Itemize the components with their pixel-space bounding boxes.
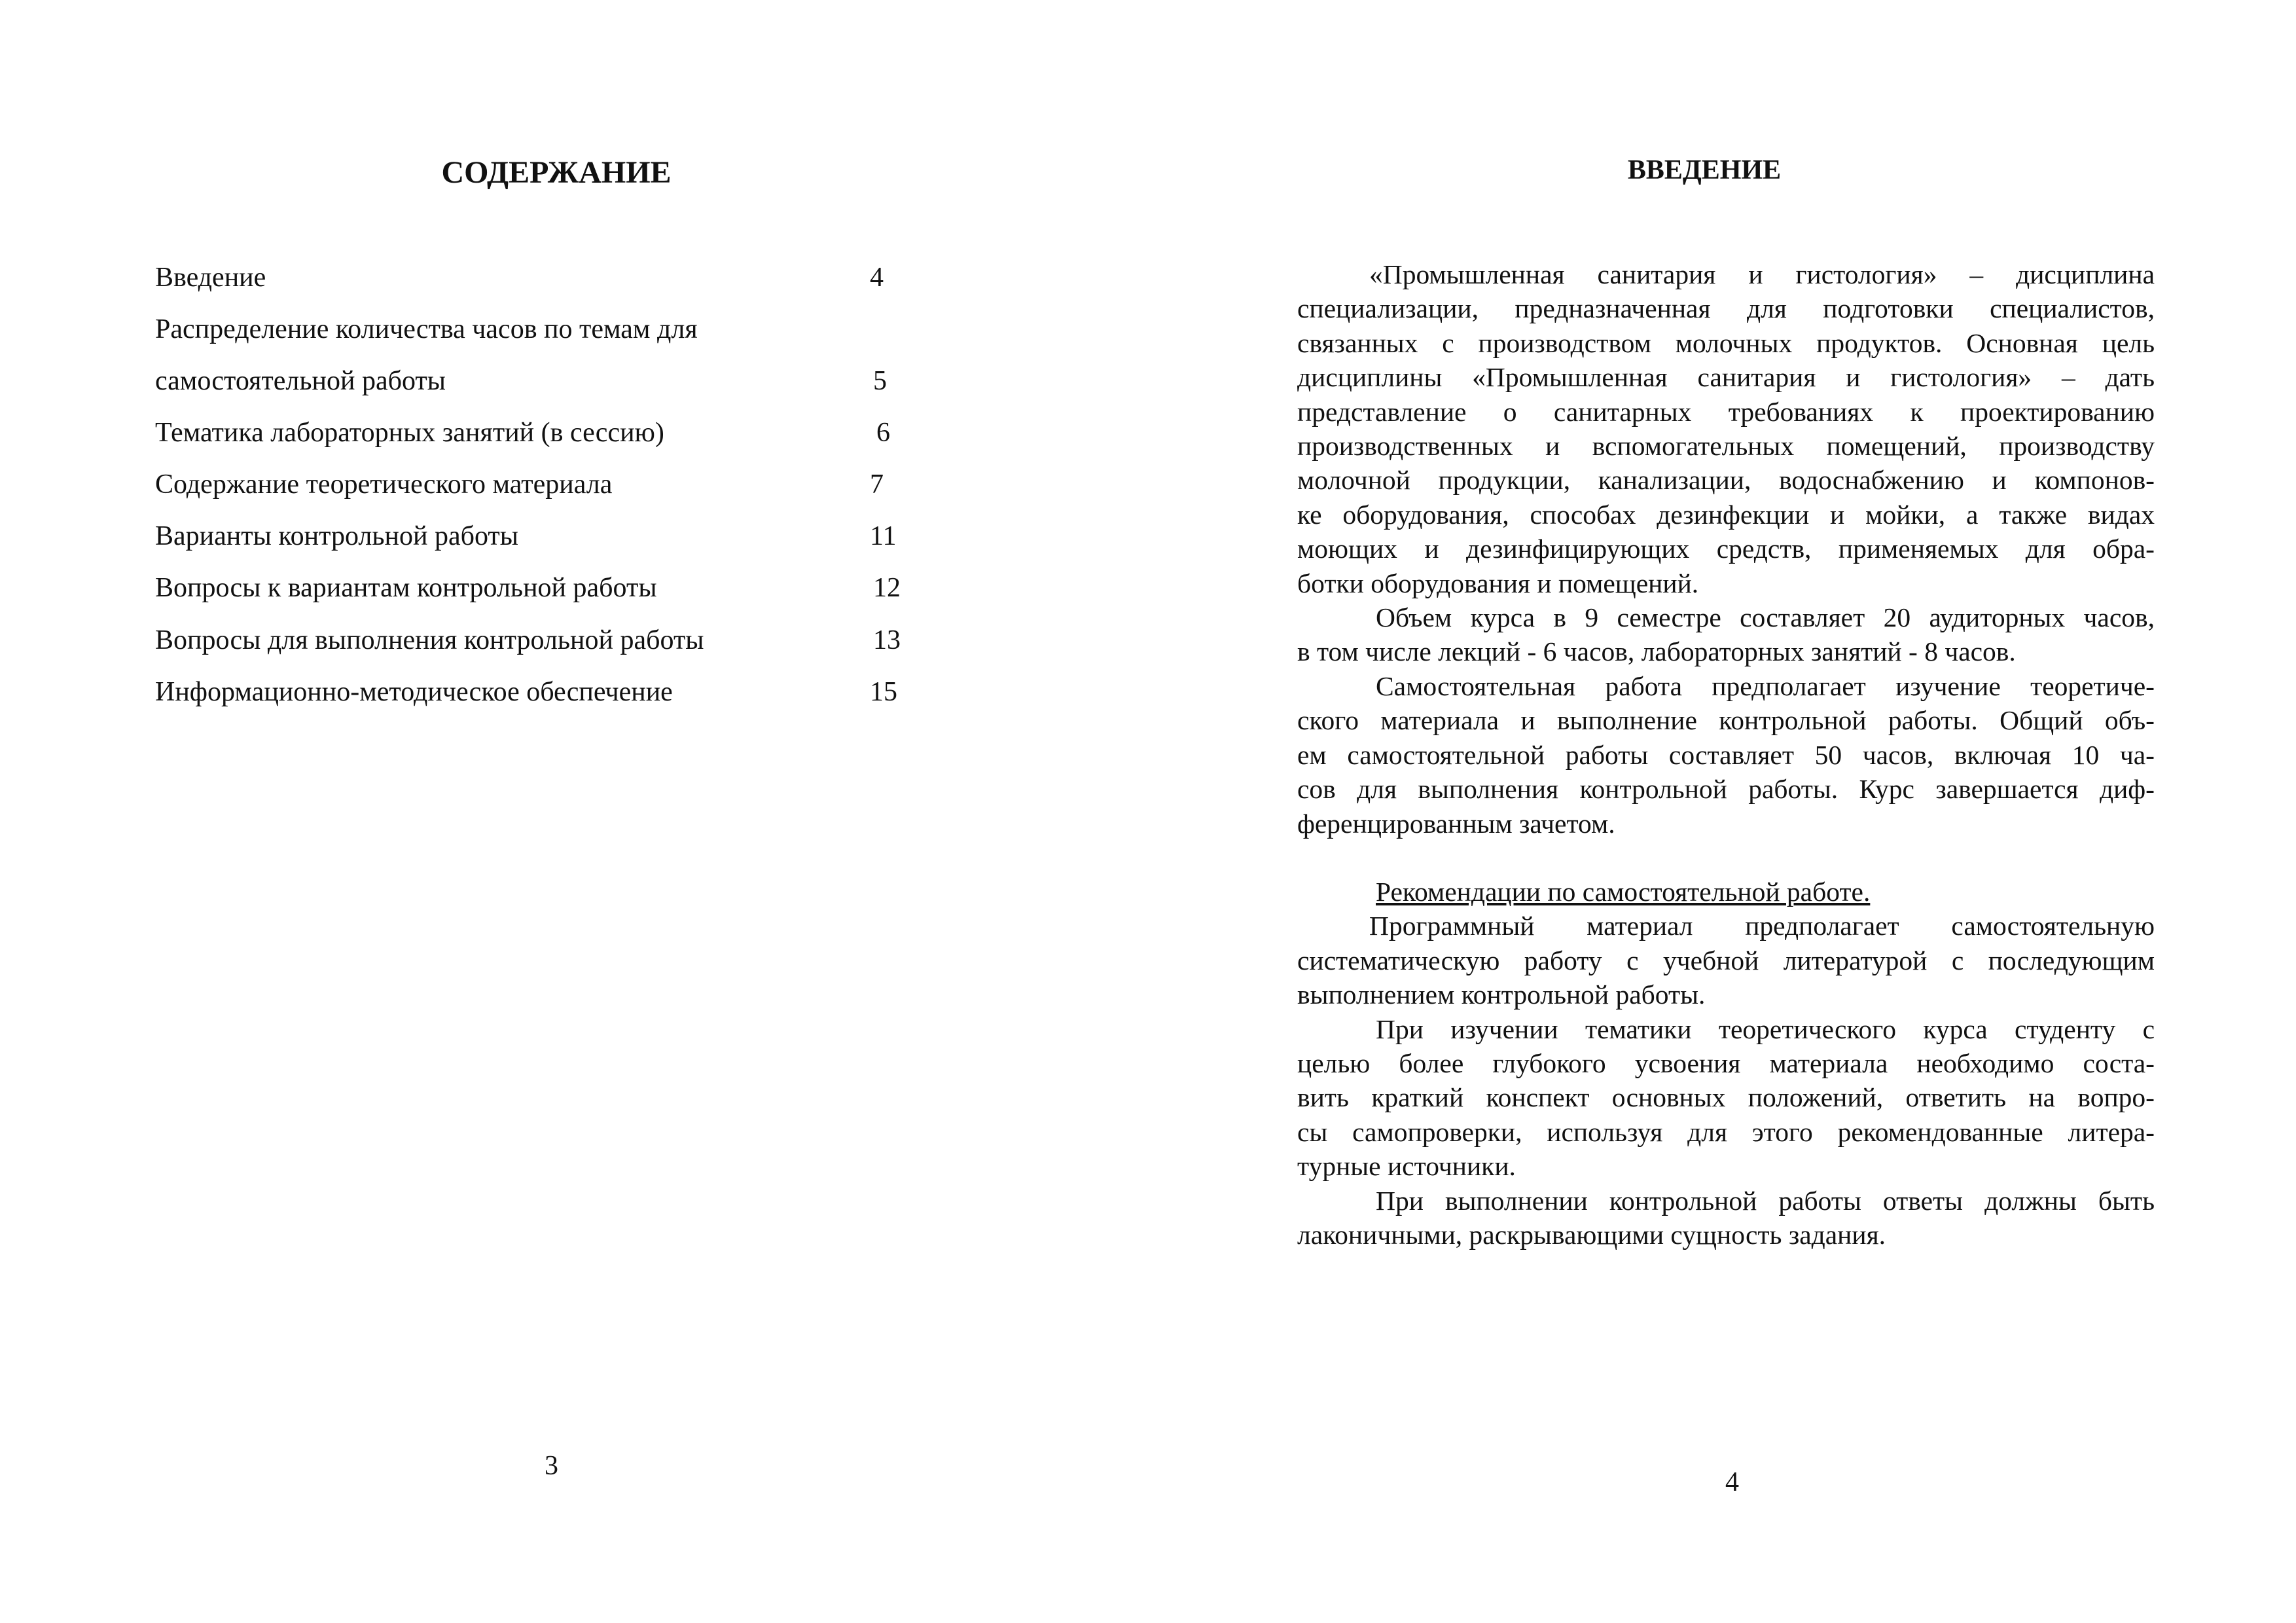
text-line: систематическую работу с учебной литературой с последующим <box>1297 945 2155 976</box>
toc-entry-label: Вопросы для выполнения контрольной работы <box>155 625 704 655</box>
page-number: 4 <box>1725 1467 1739 1497</box>
toc-entry <box>155 365 446 397</box>
toc-entry-label: Тематика лабораторных занятий (в сессию) <box>155 418 664 448</box>
text-line: ференцированным зачетом. <box>1297 808 1615 839</box>
text-line: вить краткий конспект основных положений, ответить на вопро- <box>1297 1082 2155 1113</box>
text-line: выполнением контрольной работы. <box>1297 979 1706 1010</box>
paragraph <box>1297 1184 2155 1252</box>
paragraph <box>1297 669 2155 841</box>
paragraph <box>1297 257 2155 600</box>
text-line: Объем курса в 9 семестре составляет 20 аудиторных часов, <box>1376 602 2155 633</box>
text-line: молочной продукции, канализации, водоснабжению и компонов- <box>1297 465 2155 496</box>
toc-entry <box>155 262 266 293</box>
text-line: Самостоятельная работа предполагает изучение теоретиче- <box>1376 670 2155 701</box>
toc-entry-page: 15 <box>870 677 897 707</box>
paragraph <box>1297 909 2155 1012</box>
paragraph <box>1297 600 2155 669</box>
text-line: ем самостоятельной работы составляет 50 часов, включая 10 ча- <box>1297 739 2155 770</box>
toc-entry-label: Содержание теоретического материала <box>155 469 613 500</box>
spacer <box>1297 841 2155 875</box>
toc-entry <box>155 469 612 500</box>
toc-entry-label: самостоятельной работы <box>155 366 446 396</box>
paragraph <box>1297 1012 2155 1184</box>
toc-entry-label: Введение <box>155 263 266 293</box>
toc-entry <box>155 572 657 604</box>
toc-entry <box>155 676 673 708</box>
text-line: При выполнении контрольной работы ответы должны быть <box>1376 1185 2155 1216</box>
text-line: специализации, предназначенная для подготовки специалистов, <box>1297 293 2155 324</box>
text-line: целью более глубокого усвоения материала необходимо соста- <box>1297 1048 2155 1078</box>
text-line: моющих и дезинфицирующих средств, применяемых для обра- <box>1297 534 2155 564</box>
text-line: в том числе лекций - 6 часов, лабораторных занятий - 8 часов. <box>1297 636 2016 667</box>
toc-entry-page: 4 <box>870 263 884 293</box>
toc-entry <box>155 625 704 656</box>
text-line: производственных и вспомогательных помещений, производству <box>1297 431 2155 462</box>
toc-entry-page: 5 <box>873 366 887 396</box>
toc-entry-label: Варианты контрольной работы <box>155 521 518 551</box>
text-line: связанных с производством молочных продуктов. Основная цель <box>1297 327 2155 358</box>
text-line: ке оборудования, способах дезинфекции и мойки, а также видах <box>1297 499 2155 530</box>
text-line: турные источники. <box>1297 1151 1516 1182</box>
page-number: 3 <box>545 1451 558 1481</box>
text-line: сы самопроверки, используя для этого рекомендованные литера- <box>1297 1116 2155 1147</box>
toc-entry-page: 13 <box>873 625 901 655</box>
toc-entry <box>155 314 698 345</box>
toc-entry-page: 11 <box>870 521 897 551</box>
page-right <box>1148 0 2296 1623</box>
toc-entry-page: 7 <box>870 469 884 500</box>
recommendations-title: Рекомендации по самостоятельной работе. <box>1376 876 1871 907</box>
toc-title: СОДЕРЖАНИЕ <box>441 155 672 190</box>
section-title <box>1297 875 2155 909</box>
toc-entry-page: 6 <box>876 418 890 448</box>
toc-entry <box>155 417 664 448</box>
text-line: лаконичными, раскрывающими сущность задания. <box>1297 1219 1886 1250</box>
toc-entry-label: Вопросы к вариантам контрольной работы <box>155 573 657 603</box>
text-line: ского материала и выполнение контрольной работы. Общий объ- <box>1297 705 2155 736</box>
intro-title: ВВЕДЕНИЕ <box>1627 155 1782 185</box>
toc-entry-label: Информационно-методическое обеспечение <box>155 677 673 707</box>
text-line: При изучении тематики теоретического курса студенту с <box>1376 1013 2155 1044</box>
toc-entry-page: 12 <box>873 573 901 603</box>
text-line: Программный материал предполагает самостоятельную <box>1369 911 2155 941</box>
text-line: «Промышленная санитария и гистология» – дисциплина <box>1369 259 2155 289</box>
text-line: дисциплины «Промышленная санитария и гистология» – дать <box>1297 362 2155 393</box>
toc-entry-label: Распределение количества часов по темам для <box>155 314 698 344</box>
toc-entry <box>155 520 518 552</box>
text-line: представление о санитарных требованиях к проектированию <box>1297 396 2155 427</box>
text-line: сов для выполнения контрольной работы. Курс завершается диф- <box>1297 774 2155 805</box>
text-line: ботки оборудования и помещений. <box>1297 568 1699 598</box>
intro-body <box>1297 257 2155 1252</box>
